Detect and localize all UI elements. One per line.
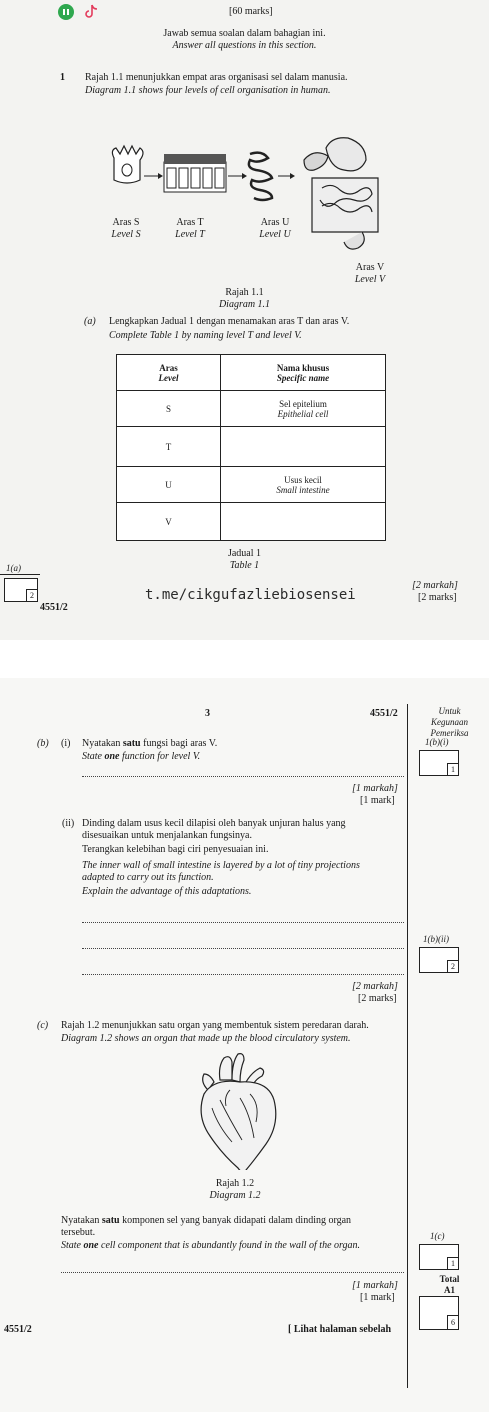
bii-marks-ms: [2 markah] xyxy=(352,981,398,992)
level-s-label: Aras S Level S xyxy=(111,217,141,240)
instruction-ms: Jawab semua soalan dalam bahagian ini. xyxy=(163,28,326,39)
levels-of-organisation-diagram xyxy=(100,108,400,278)
epithelial-tissue-icon xyxy=(164,154,226,192)
cell-icon xyxy=(112,146,143,183)
total-label: Total A1 xyxy=(439,1274,460,1295)
bii-text-ms-3: Terangkan kelebihan bagi ciri penyesuaian ini. xyxy=(82,844,269,855)
c-box-label: 1(c) xyxy=(430,1231,445,1241)
level-u-label: Aras U Level U xyxy=(259,217,291,240)
level-v-label: Aras V Level V xyxy=(354,262,386,285)
footer-paper-code: 4551/2 xyxy=(4,1324,32,1335)
bii-box-label: 1(b)(ii) xyxy=(423,934,449,944)
exam-page-3 xyxy=(0,678,489,1412)
exam-page-1 xyxy=(0,0,489,640)
score-box-1a[interactable]: 2 xyxy=(4,578,38,602)
bii-text-ms-1: Dinding dalam usus kecil dilapisi oleh banyak unjuran halus yang xyxy=(82,818,346,829)
bi-box-label: 1(b)(i) xyxy=(425,737,449,747)
paper-code: 4551/2 xyxy=(40,602,68,613)
score-box-1bii[interactable]: 2 xyxy=(419,947,459,973)
footer-next-page: [ Lihat halaman sebelah xyxy=(288,1324,392,1335)
part-c-label: (c) xyxy=(37,1020,49,1031)
answer-line-bii-2[interactable] xyxy=(82,948,404,949)
part-bi-label: (i) xyxy=(61,738,71,749)
marks-en: [2 marks] xyxy=(418,592,457,603)
table-row: V xyxy=(117,503,386,541)
table-row: U Usus kecil Small intestine xyxy=(117,467,386,503)
bii-text-ms-2: disesuaikan untuk menjalankan fungsinya. xyxy=(82,830,252,841)
bi-text-ms: Nyatakan satu fungsi bagi aras V. xyxy=(82,738,218,749)
top-marks: [60 marks] xyxy=(229,6,273,17)
bi-text-en: State one function for level V. xyxy=(82,751,201,762)
table-caption: Jadual 1 Table 1 xyxy=(227,548,262,571)
c2-text-ms-2: tersebut. xyxy=(61,1227,96,1238)
instruction-en: Answer all questions in this section. xyxy=(172,40,317,51)
heart-diagram xyxy=(190,1050,280,1170)
bii-text-en-3: Explain the advantage of this adaptations. xyxy=(82,886,252,897)
c2-text-en: State one cell component that is abundantly found in the wall of the organ. xyxy=(61,1240,361,1251)
c-text-ms: Rajah 1.2 menunjukkan satu organ yang membentuk sistem peredaran darah. xyxy=(61,1020,369,1031)
question-number: 1 xyxy=(60,72,65,83)
marks-ms: [2 markah] xyxy=(412,580,458,591)
table-row: S Sel epitelium Epithelial cell xyxy=(117,391,386,427)
green-app-icon xyxy=(58,4,74,20)
part-a-label: (a) xyxy=(84,316,96,327)
answer-line-bii-1[interactable] xyxy=(82,922,404,923)
levels-table xyxy=(116,354,386,541)
bii-marks-en: [2 marks] xyxy=(358,993,397,1004)
total-score-box[interactable]: 6 xyxy=(419,1296,459,1330)
diagram-1-2-caption: Rajah 1.2 Diagram 1.2 xyxy=(209,1178,261,1201)
score-box-1bi[interactable]: 1 xyxy=(419,750,459,776)
c-marks-en: [1 mark] xyxy=(360,1292,395,1303)
digestive-system-icon xyxy=(304,138,378,249)
paper-code-header: 4551/2 xyxy=(370,708,398,719)
answer-cell-level-v[interactable] xyxy=(221,503,386,541)
bi-marks-en: [1 mark] xyxy=(360,795,395,806)
telegram-watermark: t.me/cikgufazliebiosensei xyxy=(145,587,356,603)
bii-text-en-2: adapted to carry out its function. xyxy=(82,872,214,883)
part-a-text-ms: Lengkapkan Jadual 1 dengan menamakan aras T dan aras V. xyxy=(109,316,350,327)
side-label-1a: 1(a) xyxy=(6,563,21,573)
answer-line-c[interactable] xyxy=(61,1272,404,1273)
page-number: 3 xyxy=(205,708,210,719)
small-intestine-icon xyxy=(249,153,272,200)
part-a-text-en: Complete Table 1 by naming level T and level V. xyxy=(109,330,302,341)
bii-text-en-1: The inner wall of small intestine is layered by a lot of tiny projections xyxy=(82,860,360,871)
examiner-column-header: Untuk Kegunaan Pemeriksa xyxy=(430,706,469,738)
q1-text-en: Diagram 1.1 shows four levels of cell organisation in human. xyxy=(85,85,331,96)
q1-text-ms: Rajah 1.1 menunjukkan empat aras organisasi sel dalam manusia. xyxy=(85,72,348,83)
answer-line-bii-3[interactable] xyxy=(82,974,404,975)
answer-line-bi[interactable] xyxy=(82,776,404,777)
c-text-en: Diagram 1.2 shows an organ that made up the blood circulatory system. xyxy=(61,1033,351,1044)
page-gap xyxy=(0,640,489,678)
part-bii-label: (ii) xyxy=(62,818,75,829)
tiktok-icon xyxy=(84,3,100,21)
level-t-label: Aras T Level T xyxy=(175,217,205,240)
answer-cell-level-t[interactable] xyxy=(221,427,386,467)
bi-marks-ms: [1 markah] xyxy=(352,783,398,794)
c2-text-ms: Nyatakan satu komponen sel yang banyak didapati dalam dinding organ xyxy=(61,1215,352,1226)
table-row: T xyxy=(117,427,386,467)
part-b-label: (b) xyxy=(37,738,49,749)
score-box-1c[interactable]: 1 xyxy=(419,1244,459,1270)
diagram-caption: Rajah 1.1 Diagram 1.1 xyxy=(218,287,271,310)
table-header-row: Aras Level Nama khusus Specific name xyxy=(117,355,386,391)
c-marks-ms: [1 markah] xyxy=(352,1280,398,1291)
